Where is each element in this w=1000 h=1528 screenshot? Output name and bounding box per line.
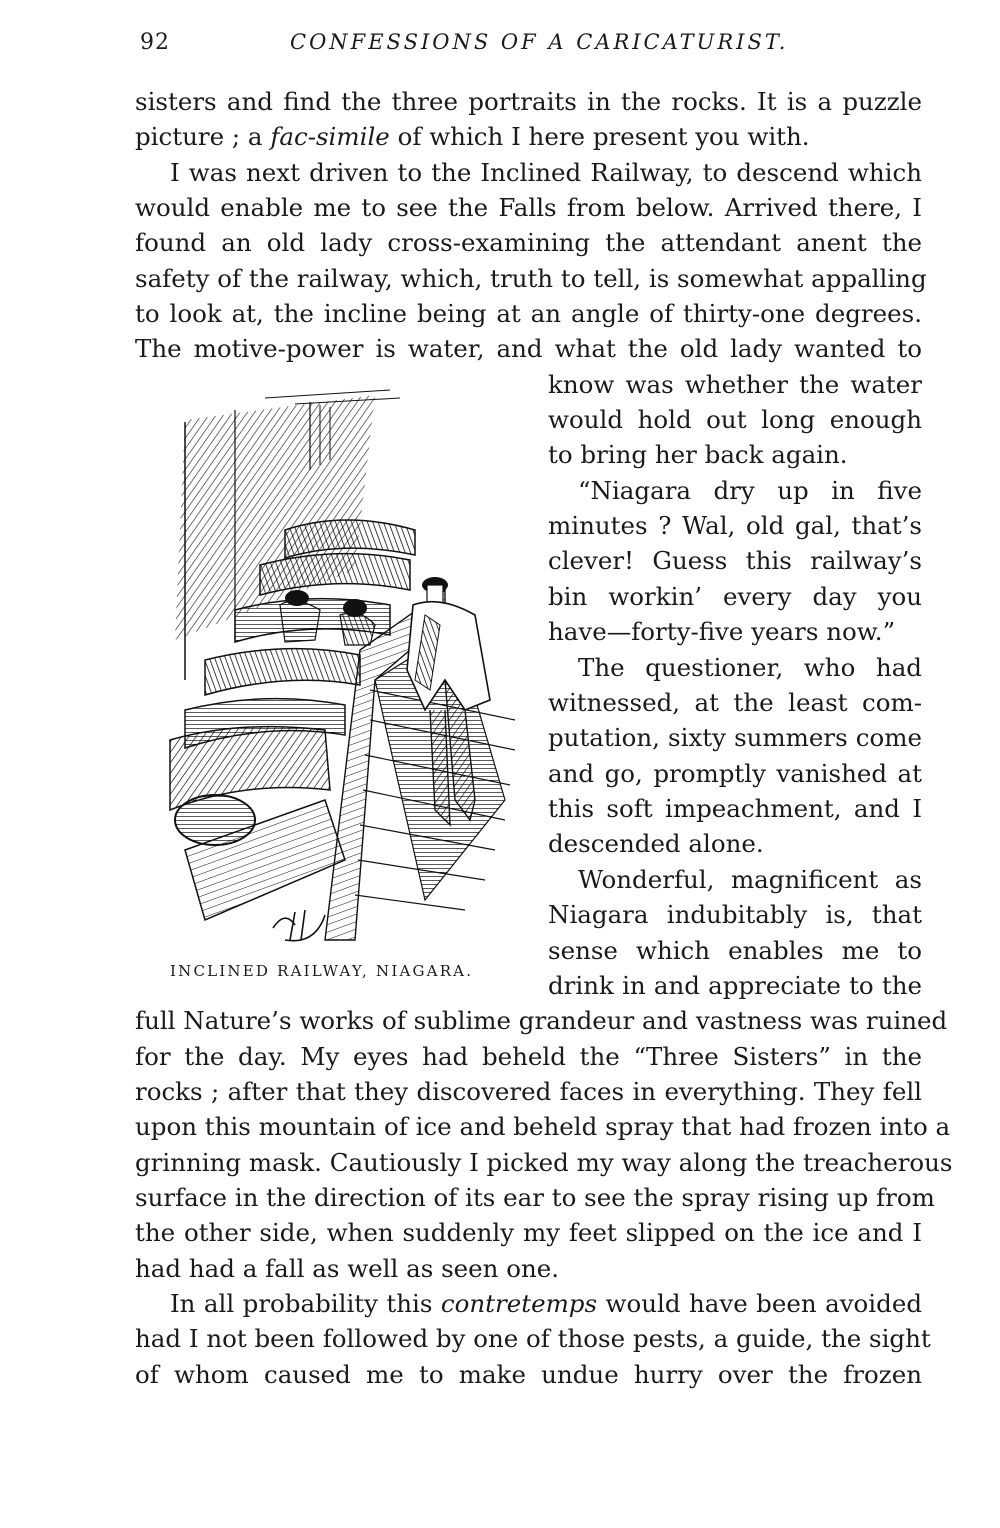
text-line: full Nature’s works of sublime grandeur and vastness was ruined: [135, 1006, 948, 1035]
italic-term: fac-simile: [270, 122, 390, 151]
text-line: bin workin’ every day you: [548, 582, 922, 611]
text-line: surface in the direction of its ear to see the spray rising up from: [135, 1183, 935, 1212]
inclined-railway-illustration: [145, 380, 530, 952]
text-line: of whom caused me to make undue hurry over the frozen: [135, 1360, 922, 1389]
text-line: picture ; a fac-simile of which I here present you with.: [135, 122, 810, 151]
text-line: this soft impeachment, and I: [548, 794, 922, 823]
text-line: The motive-power is water, and what the old lady wanted to: [135, 334, 922, 363]
text-line: have—forty-five years now.”: [548, 617, 896, 646]
text-line: grinning mask. Cautiously I picked my way along the treacherous: [135, 1148, 953, 1177]
text-line: to look at, the incline being at an angle of thirty-one degrees.: [135, 299, 922, 328]
text-line: to bring her back again.: [548, 440, 848, 469]
text-line: minutes ? Wal, old gal, that’s: [548, 511, 922, 540]
text-line: would hold out long enough: [548, 405, 922, 434]
text-line: had I not been followed by one of those pests, a guide, the sight: [135, 1324, 931, 1353]
text-line: descended alone.: [548, 829, 764, 858]
text-line: for the day. My eyes had beheld the “Three Sisters” in the: [135, 1042, 922, 1071]
text-line: had had a fall as well as seen one.: [135, 1254, 560, 1283]
page-header: [140, 30, 922, 60]
text-line: would enable me to see the Falls from below. Arrived there, I: [135, 193, 922, 222]
artist-signature: [273, 910, 325, 941]
text-line: upon this mountain of ice and beheld spray that had frozen into a: [135, 1112, 951, 1141]
text-line: witnessed, at the least com-: [548, 688, 922, 717]
text-line: and go, promptly vanished at: [548, 759, 922, 788]
text-line: The questioner, who had: [578, 653, 922, 682]
text-line: know was whether the water: [548, 370, 922, 399]
text-line: found an old lady cross-examining the attendant anent the: [135, 228, 922, 257]
text-line: sisters and find the three portraits in the rocks. It is a puzzle: [135, 87, 922, 116]
text-line: Wonderful, magnificent as: [578, 865, 922, 894]
text-line: drink in and appreciate to the: [548, 971, 922, 1000]
text-line: Niagara indubitably is, that: [548, 900, 922, 929]
text-line: “Niagara dry up in five: [578, 476, 922, 505]
text-line: the other side, when suddenly my feet slipped on the ice and I: [135, 1218, 922, 1247]
page-number: 92: [140, 30, 170, 55]
text-line: sense which enables me to: [548, 936, 922, 965]
text-line: In all probability this contretemps would have been avoided: [170, 1289, 922, 1318]
running-head: CONFESSIONS OF A CARICATURIST.: [290, 30, 789, 54]
figure-caption: INCLINED RAILWAY, NIAGARA.: [170, 962, 474, 980]
text-line: clever! Guess this railway’s: [548, 546, 922, 575]
text-line: rocks ; after that they discovered faces in everything. They fell: [135, 1077, 922, 1106]
text-line: putation, sixty summers come: [548, 723, 922, 752]
text-line: safety of the railway, which, truth to tell, is somewhat appalling: [135, 264, 927, 293]
italic-term: contretemps: [440, 1289, 598, 1318]
text-line: I was next driven to the Inclined Railway, to descend which: [170, 158, 922, 187]
